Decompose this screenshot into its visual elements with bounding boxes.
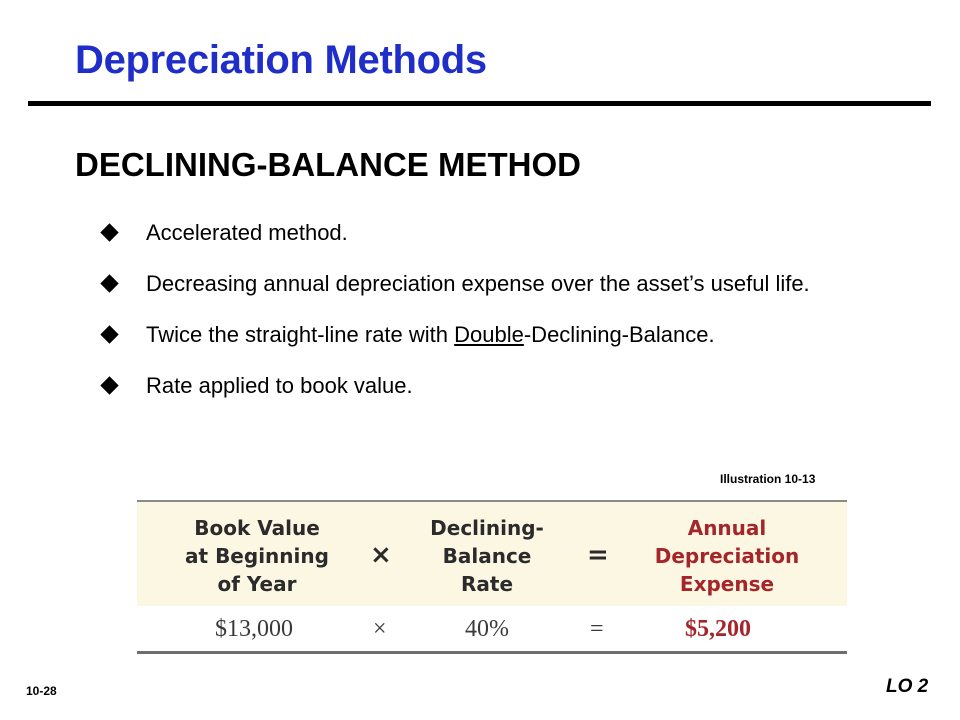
diamond-bullet-icon [100, 223, 118, 241]
slide-title: Depreciation Methods [75, 38, 487, 82]
bullet-item [100, 265, 900, 302]
bullet-text-before: Twice the straight-line rate with [146, 322, 455, 347]
learning-objective-label: LO 2 [886, 676, 929, 697]
bullet-text-after: -Declining-Balance. [523, 322, 715, 347]
bullet-text: Decreasing annual depreciation expense over the asset’s useful life. [146, 271, 810, 296]
cell-expense: $5,200 [685, 616, 751, 642]
formula-table [137, 500, 847, 654]
illustration-label: Illustration 10-13 [720, 472, 816, 486]
cell-multiply-sign: × [373, 616, 387, 642]
bullet-list [100, 214, 900, 418]
diamond-bullet-icon [100, 325, 118, 343]
table-bottom-rule [137, 651, 847, 654]
diamond-bullet-icon [100, 376, 118, 394]
cell-rate: 40% [465, 616, 509, 642]
header-multiply-sign: × [370, 540, 392, 570]
header-equals-sign: = [587, 540, 609, 570]
header-book-value: Book Value at Beginning of Year [185, 516, 329, 596]
header-rate: Declining- Balance Rate [430, 516, 544, 596]
bullet-text: Rate applied to book value. [146, 373, 413, 398]
page-number: 10-28 [26, 684, 57, 698]
bullet-item [100, 316, 900, 353]
section-heading: DECLINING-BALANCE METHOD [75, 146, 581, 183]
header-expense: Annual Depreciation Expense [654, 516, 800, 596]
bullet-item [100, 367, 900, 404]
bullet-text: Accelerated method. [146, 220, 348, 245]
diamond-bullet-icon [100, 274, 118, 292]
cell-book-value: $13,000 [215, 616, 293, 642]
bullet-item [100, 214, 900, 251]
cell-equals-sign: = [590, 616, 604, 642]
title-divider [28, 101, 931, 106]
bullet-underlined-text: Double [454, 322, 524, 347]
table-header [137, 502, 847, 606]
